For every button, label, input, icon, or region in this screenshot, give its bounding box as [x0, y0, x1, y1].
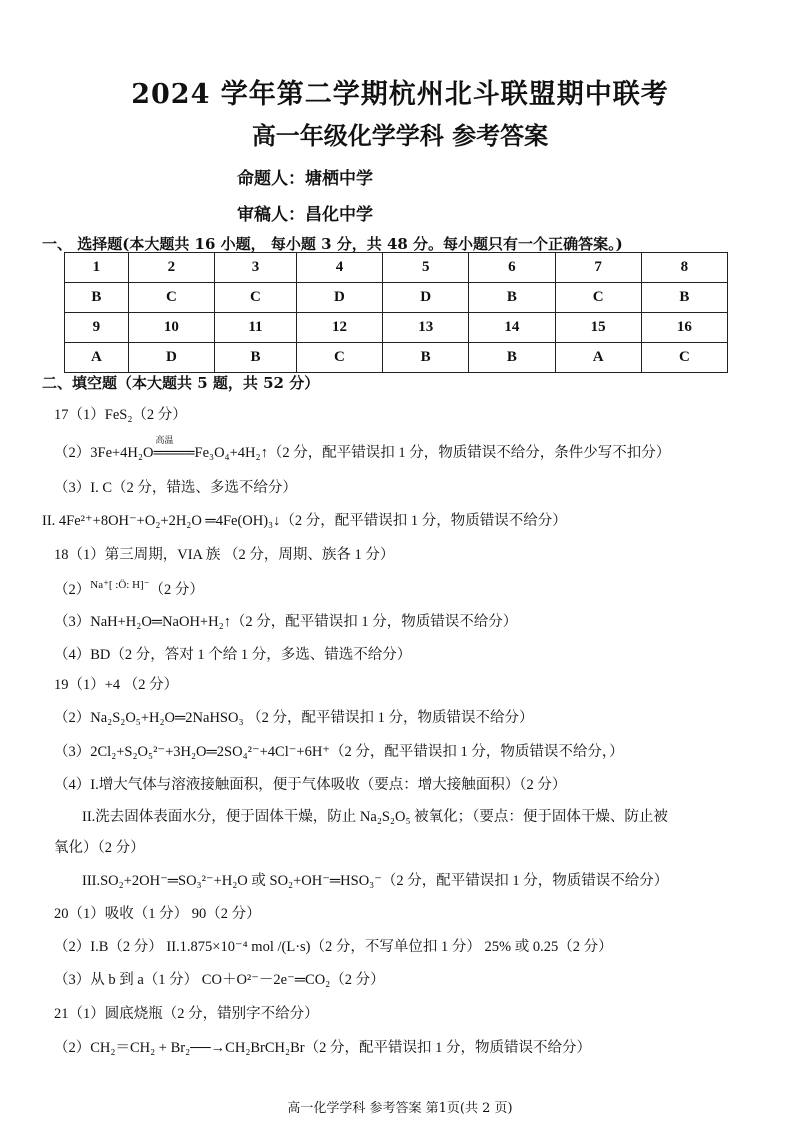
- q17-line3: （3）I. C（2 分，错选、多选不给分）: [54, 480, 297, 496]
- q18-line1: 18（1）第三周期，VIA 族 （2 分，周期、族各 1 分）: [54, 547, 395, 563]
- table-cell: B: [641, 283, 727, 313]
- author-line: 命题人：塘栖中学: [237, 169, 373, 189]
- table-row: [65, 313, 728, 343]
- q18-line3: （3）NaH+H₂O═NaOH+H₂↑（2 分，配平错误扣 1 分，物质错误不给分）: [54, 614, 518, 630]
- table-cell: 16: [641, 313, 727, 343]
- table-row: [65, 283, 728, 313]
- q19-line4: （4）I.增大气体与溶液接触面积，便于气体吸收（要点：增大接触面积）（2 分）: [54, 777, 567, 793]
- table-cell: B: [469, 343, 555, 373]
- table-cell: C: [555, 283, 641, 313]
- table-row: [65, 343, 728, 373]
- table-cell: 11: [215, 313, 297, 343]
- q19-line3: （3）2Cl₂+S₂O₅²⁻+3H₂O═2SO₄²⁻+4Cl⁻+6H⁺（2 分，配平错误扣 1 分，物质错误不给分，）: [54, 744, 624, 760]
- section1-heading: 一、 选择题(本大题共 16 小题， 每小题 3 分，共 48 分。每小题只有一个正确答案。): [42, 235, 623, 253]
- q18-line4: （4）BD（2 分，答对 1 个给 1 分，多选、错选不给分）: [54, 647, 412, 663]
- q20-line2: （2）I.B（2 分） II.1.875×10⁻⁴ mol /(L·s)（2 分，不写单位扣 1 分） 25% 或 0.25（2 分）: [54, 939, 613, 955]
- exam-subtitle: 高一年级化学学科 参考答案: [251, 121, 549, 150]
- q21-line2: （2）CH₂＝CH₂ + Br₂──→CH₂BrCH₂Br（2 分，配平错误扣 1 分，物质错误不给分）: [54, 1040, 591, 1056]
- table-cell: 15: [555, 313, 641, 343]
- electron-formula: Na⁺[ :Ö: H]⁻: [90, 579, 150, 591]
- reviewer-line: 审稿人：昌化中学: [237, 205, 373, 225]
- table-cell: A: [65, 343, 129, 373]
- table-cell: A: [555, 343, 641, 373]
- table-cell: C: [296, 343, 382, 373]
- table-cell: D: [383, 283, 469, 313]
- q18-part2-score: （2 分）: [149, 582, 204, 598]
- table-row: [65, 253, 728, 283]
- table-cell: B: [469, 283, 555, 313]
- page-footer: 高一化学学科 参考答案 第1页(共 2 页): [287, 1101, 513, 1116]
- table-cell: 13: [383, 313, 469, 343]
- table-cell: B: [65, 283, 129, 313]
- table-cell: 10: [128, 313, 214, 343]
- q19-line2: （2）Na₂S₂O₅+H₂O═2NaHSO₃ （2 分，配平错误扣 1 分，物质错误不给分）: [54, 710, 534, 726]
- answer-table: [64, 252, 728, 373]
- table-cell: 3: [215, 253, 297, 283]
- table-cell: C: [128, 283, 214, 313]
- table-cell: 12: [296, 313, 382, 343]
- q21-line1: 21（1）圆底烧瓶（2 分，错别字不给分）: [54, 1006, 319, 1022]
- q17-equation-right: Fe₃O₄+4H₂↑（2 分，配平错误扣 1 分，物质错误不给分，条件少写不扣分）: [194, 445, 671, 461]
- section2-heading: 二、填空题（本大题共 5 题，共 52 分）: [42, 374, 320, 392]
- table-cell: D: [128, 343, 214, 373]
- table-cell: C: [215, 283, 297, 313]
- q19-line6: 氧化）（2 分）: [54, 840, 145, 856]
- q17-line2: [54, 435, 671, 462]
- table-cell: 5: [383, 253, 469, 283]
- q17-line1: 17（1）FeS₂（2 分）: [54, 407, 187, 423]
- table-cell: C: [641, 343, 727, 373]
- table-cell: 7: [555, 253, 641, 283]
- reaction-condition: 高温: [155, 435, 174, 445]
- q19-line5: II.洗去固体表面水分，便于固体干燥，防止 Na₂S₂O₅ 被氧化；（要点：便于固体干燥、防止被: [82, 809, 668, 825]
- table-cell: 6: [469, 253, 555, 283]
- table-cell: 9: [65, 313, 129, 343]
- q20-line3: （3）从 b 到 a（1 分） CO＋O²⁻－2e⁻═CO₂（2 分）: [54, 972, 385, 988]
- table-cell: 14: [469, 313, 555, 343]
- high-temp-arrow: 高温 ════: [153, 435, 195, 461]
- table-cell: 4: [296, 253, 382, 283]
- table-cell: B: [383, 343, 469, 373]
- q18-part2-label: （2）: [54, 582, 91, 598]
- q17-line4: II. 4Fe²⁺+8OH⁻+O₂+2H₂O ═4Fe(OH)₃↓（2 分，配平错误扣 1 分，物质错误不给分）: [42, 513, 567, 529]
- exam-title: 2024 学年第二学期杭州北斗联盟期中联考: [131, 79, 669, 110]
- q17-equation-left: （2）3Fe+4H₂O: [54, 445, 154, 461]
- table-cell: 1: [65, 253, 129, 283]
- table-cell: B: [215, 343, 297, 373]
- q18-line2: [54, 578, 204, 599]
- table-cell: 2: [128, 253, 214, 283]
- q19-line7: III.SO₂+2OH⁻═SO₃²⁻+H₂O 或 SO₂+OH⁻═HSO₃⁻（2 分，配平错误扣 1 分，物质错误不给分）: [82, 873, 669, 889]
- table-cell: D: [296, 283, 382, 313]
- q19-line1: 19（1）+4 （2 分）: [54, 677, 179, 693]
- q20-line1: 20（1）吸收（1 分） 90（2 分）: [54, 906, 261, 922]
- table-cell: 8: [641, 253, 727, 283]
